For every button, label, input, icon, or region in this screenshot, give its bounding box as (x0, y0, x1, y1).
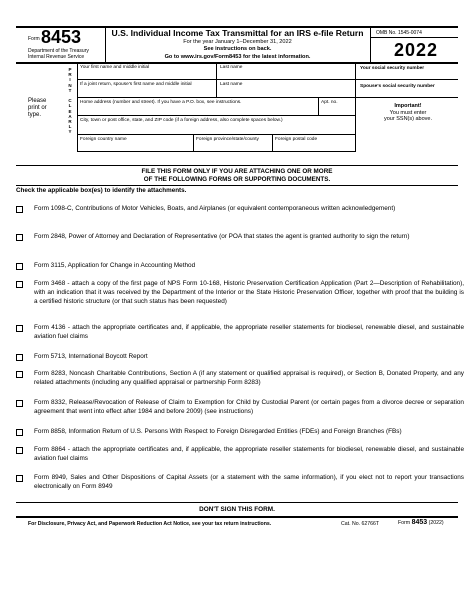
print-letter: A (68, 113, 72, 119)
spouse-first-name-field[interactable] (78, 88, 215, 96)
file-notice-line1: FILE THIS FORM ONLY IF YOU ARE ATTACHING ONE OR MORE (141, 168, 333, 175)
row4-rule (77, 134, 355, 135)
first-name-field[interactable] (78, 71, 215, 78)
checkbox[interactable] (16, 371, 23, 378)
file-notice-line2: OF THE FOLLOWING FORMS OR SUPPORTING DOCUMENTS. (143, 176, 331, 183)
print-letter: Y (68, 129, 72, 135)
print-letter: R (68, 119, 72, 125)
check-heading-rule (16, 185, 458, 186)
cat-number: Cat. No. 62766T (341, 521, 380, 527)
attachment-item-text: Form 8858, Information Return of U.S. Persons With Respect to Foreign Disregarded Entities (FDEs) and Foreign Branches (FBs) (34, 428, 402, 435)
address-label: Home address (number and street). If you have a P.O. box, see instructions. (80, 100, 242, 105)
important-line2: your SSN(s) above. (384, 116, 432, 122)
print-letter: C (68, 98, 72, 104)
checkbox[interactable] (16, 429, 23, 436)
checkbox[interactable] (16, 400, 23, 407)
print-letter: L (68, 124, 72, 130)
form-number: 8453 (41, 27, 82, 47)
dont-sign-top-rule (16, 502, 458, 503)
grid-right-border (355, 62, 356, 152)
footer-form-number: 8453 (411, 519, 428, 526)
foreign-province-field[interactable] (194, 143, 271, 150)
form-label: Form (28, 36, 40, 42)
attachment-item-text: Form 5713, International Boycott Report (34, 353, 148, 360)
spouse-last-name-field[interactable] (217, 88, 354, 96)
row2-rule (77, 97, 458, 98)
print-letter: L (68, 103, 72, 109)
joint-name-label: If a joint return, spouse's first name and middle initial (80, 82, 192, 87)
first-name-label: Your first name and middle initial (80, 65, 150, 70)
spouse-ssn-label: Spouse's social security number (360, 84, 435, 89)
grid-bottom-border (77, 151, 355, 152)
omb-number: OMB No. 1545-0074 (376, 30, 422, 36)
file-notice-top-rule (16, 165, 458, 166)
last-name-label: Last name (220, 65, 243, 70)
footer-form-year: (2022) (428, 520, 444, 526)
spouse-last-name-label: Last name (220, 82, 243, 87)
ssn-label: Your social security number (360, 66, 425, 71)
tax-year: 2022 (394, 40, 439, 60)
foreign-postal-field[interactable] (273, 143, 354, 150)
ssn-field[interactable] (358, 72, 456, 78)
attachment-item-text: Form 3468 - attach a copy of the first page of NPS Form 10-168, Historic Preservation Certification Application (Part 2—Description of Rehabilitation), with an indication that it was received by the Department of the Interior or the State Historic Preservation Officer, together with proof that the building is a certified historic structure (or that such status has been requested) (34, 280, 464, 305)
dept-line1: Department of the Treasury (28, 48, 89, 54)
address-field[interactable] (78, 106, 317, 114)
checkbox[interactable] (16, 447, 23, 454)
header-divider-left (105, 27, 106, 62)
attachment-item-text: Form 3115, Application for Change in Accounting Method (34, 262, 196, 269)
dont-sign-notice: DON'T SIGN THIS FORM. (199, 506, 275, 513)
city-field[interactable] (78, 124, 354, 132)
attachment-item-text: Form 2848, Power of Attorney and Declaration of Representative (or POA that states the agent is granted authority to sign the return) (34, 233, 410, 240)
spouse-ssn-field[interactable] (358, 90, 456, 96)
please-print-text: Please print or type. (28, 98, 47, 118)
form-title: U.S. Individual Income Tax Transmittal for an IRS e-file Return (111, 28, 364, 38)
omb-rule (370, 37, 458, 38)
footer-form-id (398, 519, 444, 526)
checkbox[interactable] (16, 325, 23, 332)
attachment-item-text: Form 8283, Noncash Charitable Contributions, Section A (if any statement or qualified appraisal is required), or Section B, Donated Property, and any related attachments (including any qualified appraisal or partnership Form 8283) (34, 370, 464, 386)
print-letter: N (68, 82, 72, 88)
city-label: City, town or post office, state, and ZIP code (if a foreign address, also complete spaces below.) (80, 118, 283, 123)
important-title: Important! (394, 103, 422, 109)
tax-year-line: For the year January 1–December 31, 2022 (183, 39, 292, 45)
check-heading: Check the applicable box(es) to identify the attachments. (16, 187, 187, 194)
print-letter: R (68, 72, 72, 78)
header-bottom-rule (16, 62, 458, 64)
attachment-item-text: Form 8864 - attach the appropriate certificates and, if applicable, the appropriate reseller statements for biodiesel, renewable diesel, and sustainable aviation fuel claims (34, 446, 464, 462)
disclosure-notice: For Disclosure, Privacy Act, and Paperwork Reduction Act Notice, see your tax return instructions. (28, 521, 272, 527)
print-letter: I (69, 77, 71, 83)
checkbox[interactable] (16, 234, 23, 241)
print-letter: T (68, 87, 72, 93)
dept-line2: Internal Revenue Service (28, 54, 85, 60)
foreign-country-label: Foreign country name (80, 137, 127, 142)
checkbox[interactable] (16, 354, 23, 361)
attachment-item-text: Form 1098-C, Contributions of Motor Vehicles, Boats, and Airplanes (or equivalent contemporaneous written acknowledgement) (34, 205, 396, 212)
row3-rule (77, 115, 355, 116)
go-to-website: Go to www.irs.gov/Form8453 for the latest information. (164, 54, 311, 60)
important-notice (360, 103, 456, 123)
foreign-province-label: Foreign province/state/county (196, 137, 259, 142)
checkbox[interactable] (16, 263, 23, 270)
checkbox[interactable] (16, 475, 23, 482)
foreign-country-field[interactable] (78, 143, 192, 150)
last-name-field[interactable] (217, 71, 354, 78)
print-letter: E (68, 108, 72, 114)
footer-rule (16, 516, 458, 518)
attachment-item-text: Form 8949, Sales and Other Dispositions of Capital Assets (or a statement with the same information), if you elect not to report your transactions electronically on Form 8949 (34, 474, 464, 490)
checkbox[interactable] (16, 281, 23, 288)
attachment-item-text: Form 8332, Release/Revocation of Release of Claim to Exemption for Child by Custodial Parent (or certain pages from a divorce decree or separation agreement that went into effect after 1984 and before 2009) (see instructions) (34, 399, 464, 415)
checkbox[interactable] (16, 206, 23, 213)
important-line1: You must enter (389, 109, 427, 116)
apt-field[interactable] (319, 106, 354, 114)
attachment-item-text: Form 4136 - attach the appropriate certificates and, if applicable, the appropriate reseller statements for biodiesel, renewable diesel, and sustainable aviation fuel claims (34, 324, 464, 340)
footer-form-word: Form (398, 520, 411, 526)
foreign-postal-label: Foreign postal code (275, 137, 318, 142)
see-instructions: See instructions on back. (203, 46, 272, 52)
print-letter: P (68, 67, 72, 72)
print-clearly-column (66, 67, 74, 135)
header-divider-right (370, 27, 371, 62)
apt-label: Apt. no. (321, 100, 338, 105)
ssn-rule (355, 79, 458, 80)
